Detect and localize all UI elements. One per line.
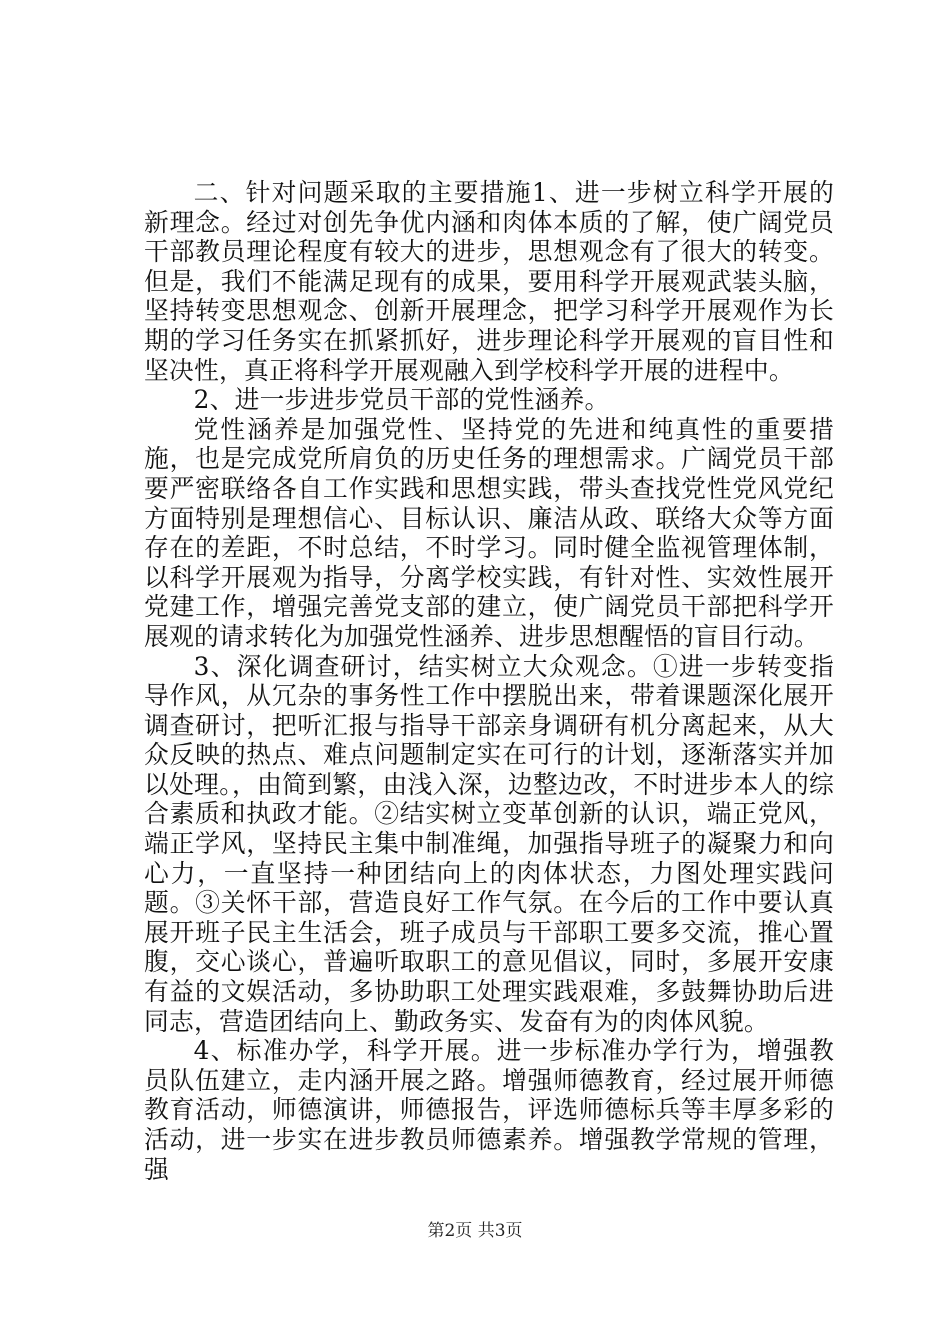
page-footer: 第2页 共3页 [427,1221,523,1241]
paragraph-2: 2、进一步进步党员干部的党性涵养。 [193,385,610,415]
paragraph-4: 3、深化调查研讨，结实树立大众观念。①进一步转变指导作风，从冗杂的事务性工作中摆脱出来，带着课题深化展开调查研讨，把听汇报与指导干部亲身调研有机分离起来，从大众反映的热点、难点问题制定实在可行的计划，逐渐落实并加以处理。，由简到繁，由浅入深，边整边改，不时进步本人的综合素质和执政才能。②结实树立变革创新的认识，端正党风，端正学风，坚持民主集中制准绳，加强指导班子的凝聚力和向心力，一直坚持一种团结向上的肉体状态，力图处理实践问题。③关怀干部，营造良好工作气氛。在今后的工作中要认真展开班子民主生活会，班子成员与干部职工要多交流，推心置腹，交心谈心，普遍听取职工的意见倡议，同时，多展开安康有益的文娱活动，多协助职工处理实践艰难，多鼓舞协助后进同志，营造团结向上、勤政务实、发奋有为的肉体风貌。 [144,651,834,1036]
paragraph-1: 二、针对问题采取的主要措施1、进一步树立科学开展的新理念。经过对创先争优内涵和肉体本质的了解，使广阔党员干部教员理论程度有较大的进步，思想观念有了很大的转变。但是，我们不能满足现有的成果，要用科学开展观武装头脑，坚持转变思想观念、创新开展理念，把学习科学开展观作为长期的学习任务实在抓紧抓好，进步理论科学开展观的盲目性和坚决性，真正将科学开展观融入到学校科学开展的进程中。 [144,178,834,385]
paragraph-3: 党性涵养是加强党性、坚持党的先进和纯真性的重要措施，也是完成党所肩负的历史任务的理想需求。广阔党员干部要严密联络各自工作实践和思想实践，带头查找党性党风党纪方面特别是理想信心、目标认识、廉洁从政、联络大众等方面存在的差距，不时总结，不时学习。同时健全监视管理体制，以科学开展观为指导，分离学校实践，有针对性、实效性展开党建工作，增强完善党支部的建立，使广阔党员干部把科学开展观的请求转化为加强党性涵养、进步思想醒悟的盲目行动。 [144,414,834,651]
paragraph-5: 4、标准办学，科学开展。进一步标准办学行为，增强教员队伍建立，走内涵开展之路。增强师德教育，经过展开师德教育活动，师德演讲，师德报告，评选师德标兵等丰厚多彩的活动，进一步实在进步教员师德素养。增强教学常规的管理，强 [144,1036,834,1184]
document-body [144,178,834,1184]
